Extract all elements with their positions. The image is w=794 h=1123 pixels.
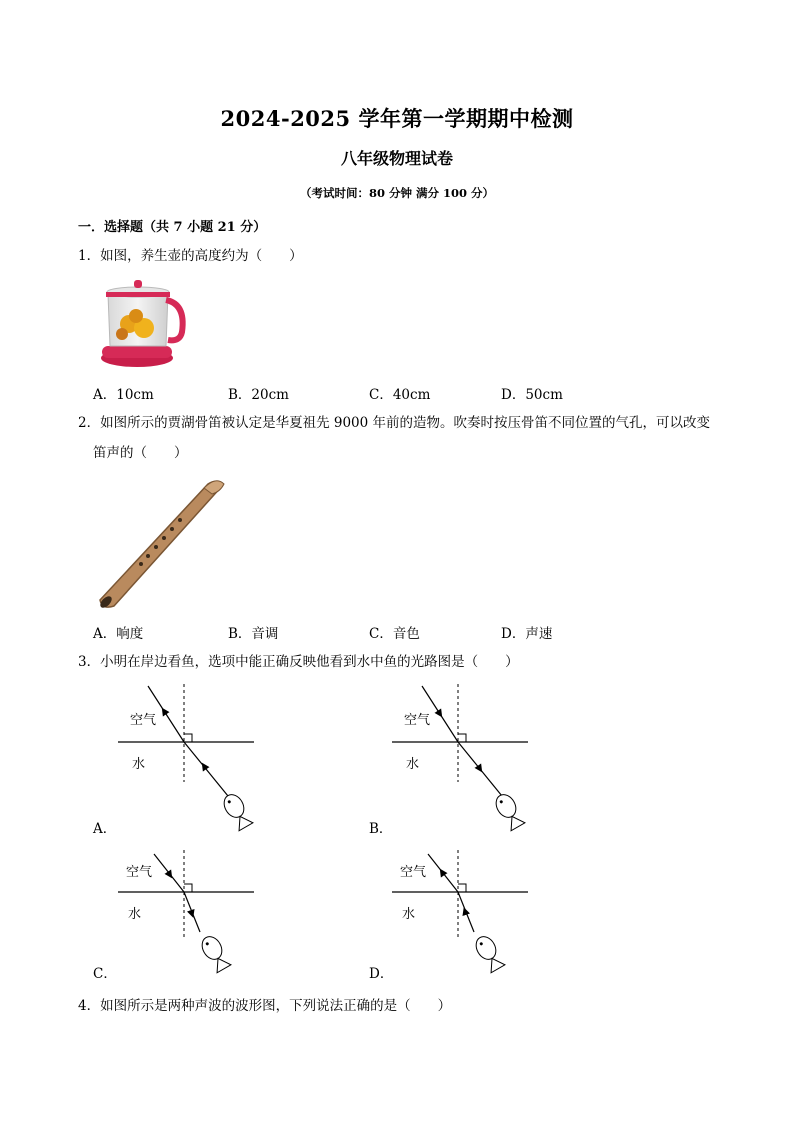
q1-option-c: C．40cm: [369, 387, 431, 403]
q3-option-c: C．: [93, 966, 117, 982]
q1-option-b: B．20cm: [228, 387, 289, 403]
fish-icon: [198, 933, 232, 973]
air-label: 空气: [130, 713, 157, 728]
fish-icon: [472, 933, 506, 973]
light-path-diagram-c: [108, 848, 268, 978]
air-label: 空气: [400, 865, 427, 880]
kettle-image: [96, 272, 190, 372]
q2-option-c: C．音色: [369, 626, 420, 642]
question-1-stem: 1．如图，养生壶的高度约为（ ）: [78, 248, 303, 264]
page-title: 2024-2025 学年第一学期期中检测: [220, 106, 574, 131]
q2-option-b: B．音调: [228, 626, 279, 642]
light-path-diagram-d: [382, 848, 542, 978]
air-label: 空气: [126, 865, 153, 880]
light-path-diagram-b: [382, 682, 542, 832]
question-4-stem: 4．如图所示是两种声波的波形图，下列说法正确的是（ ）: [78, 998, 452, 1014]
q3-option-b: B．: [369, 821, 393, 837]
air-label: 空气: [404, 713, 431, 728]
water-label: 水: [402, 907, 416, 922]
question-2-stem-line2: 笛声的（ ）: [93, 445, 188, 461]
question-2-stem-line1: 2．如图所示的贾湖骨笛被认定是华夏祖先 9000 年前的造物。吹奏时按压骨笛不同位置的气孔，可以改变: [78, 415, 711, 431]
q1-option-d: D．50cm: [501, 387, 563, 403]
water-label: 水: [132, 757, 146, 772]
water-label: 水: [128, 907, 142, 922]
section-heading: 一．选择题（共 7 小题 21 分）: [78, 220, 267, 235]
q2-option-d: D．声速: [501, 626, 553, 642]
q2-option-a: A．响度: [93, 626, 144, 642]
bone-flute-image: [92, 474, 228, 610]
page-subtitle: 八年级物理试卷: [340, 149, 453, 168]
light-path-diagram-a: [108, 682, 268, 832]
fish-icon: [492, 791, 526, 831]
q3-option-d: D．: [369, 966, 394, 982]
question-3-stem: 3．小明在岸边看鱼，选项中能正确反映他看到水中鱼的光路图是（ ）: [78, 654, 519, 670]
fish-icon: [220, 791, 254, 831]
water-label: 水: [406, 757, 420, 772]
exam-note: （考试时间：80 分钟 满分 100 分）: [299, 186, 495, 200]
q1-option-a: A．10cm: [93, 387, 154, 403]
q3-option-a: A．: [93, 821, 117, 837]
